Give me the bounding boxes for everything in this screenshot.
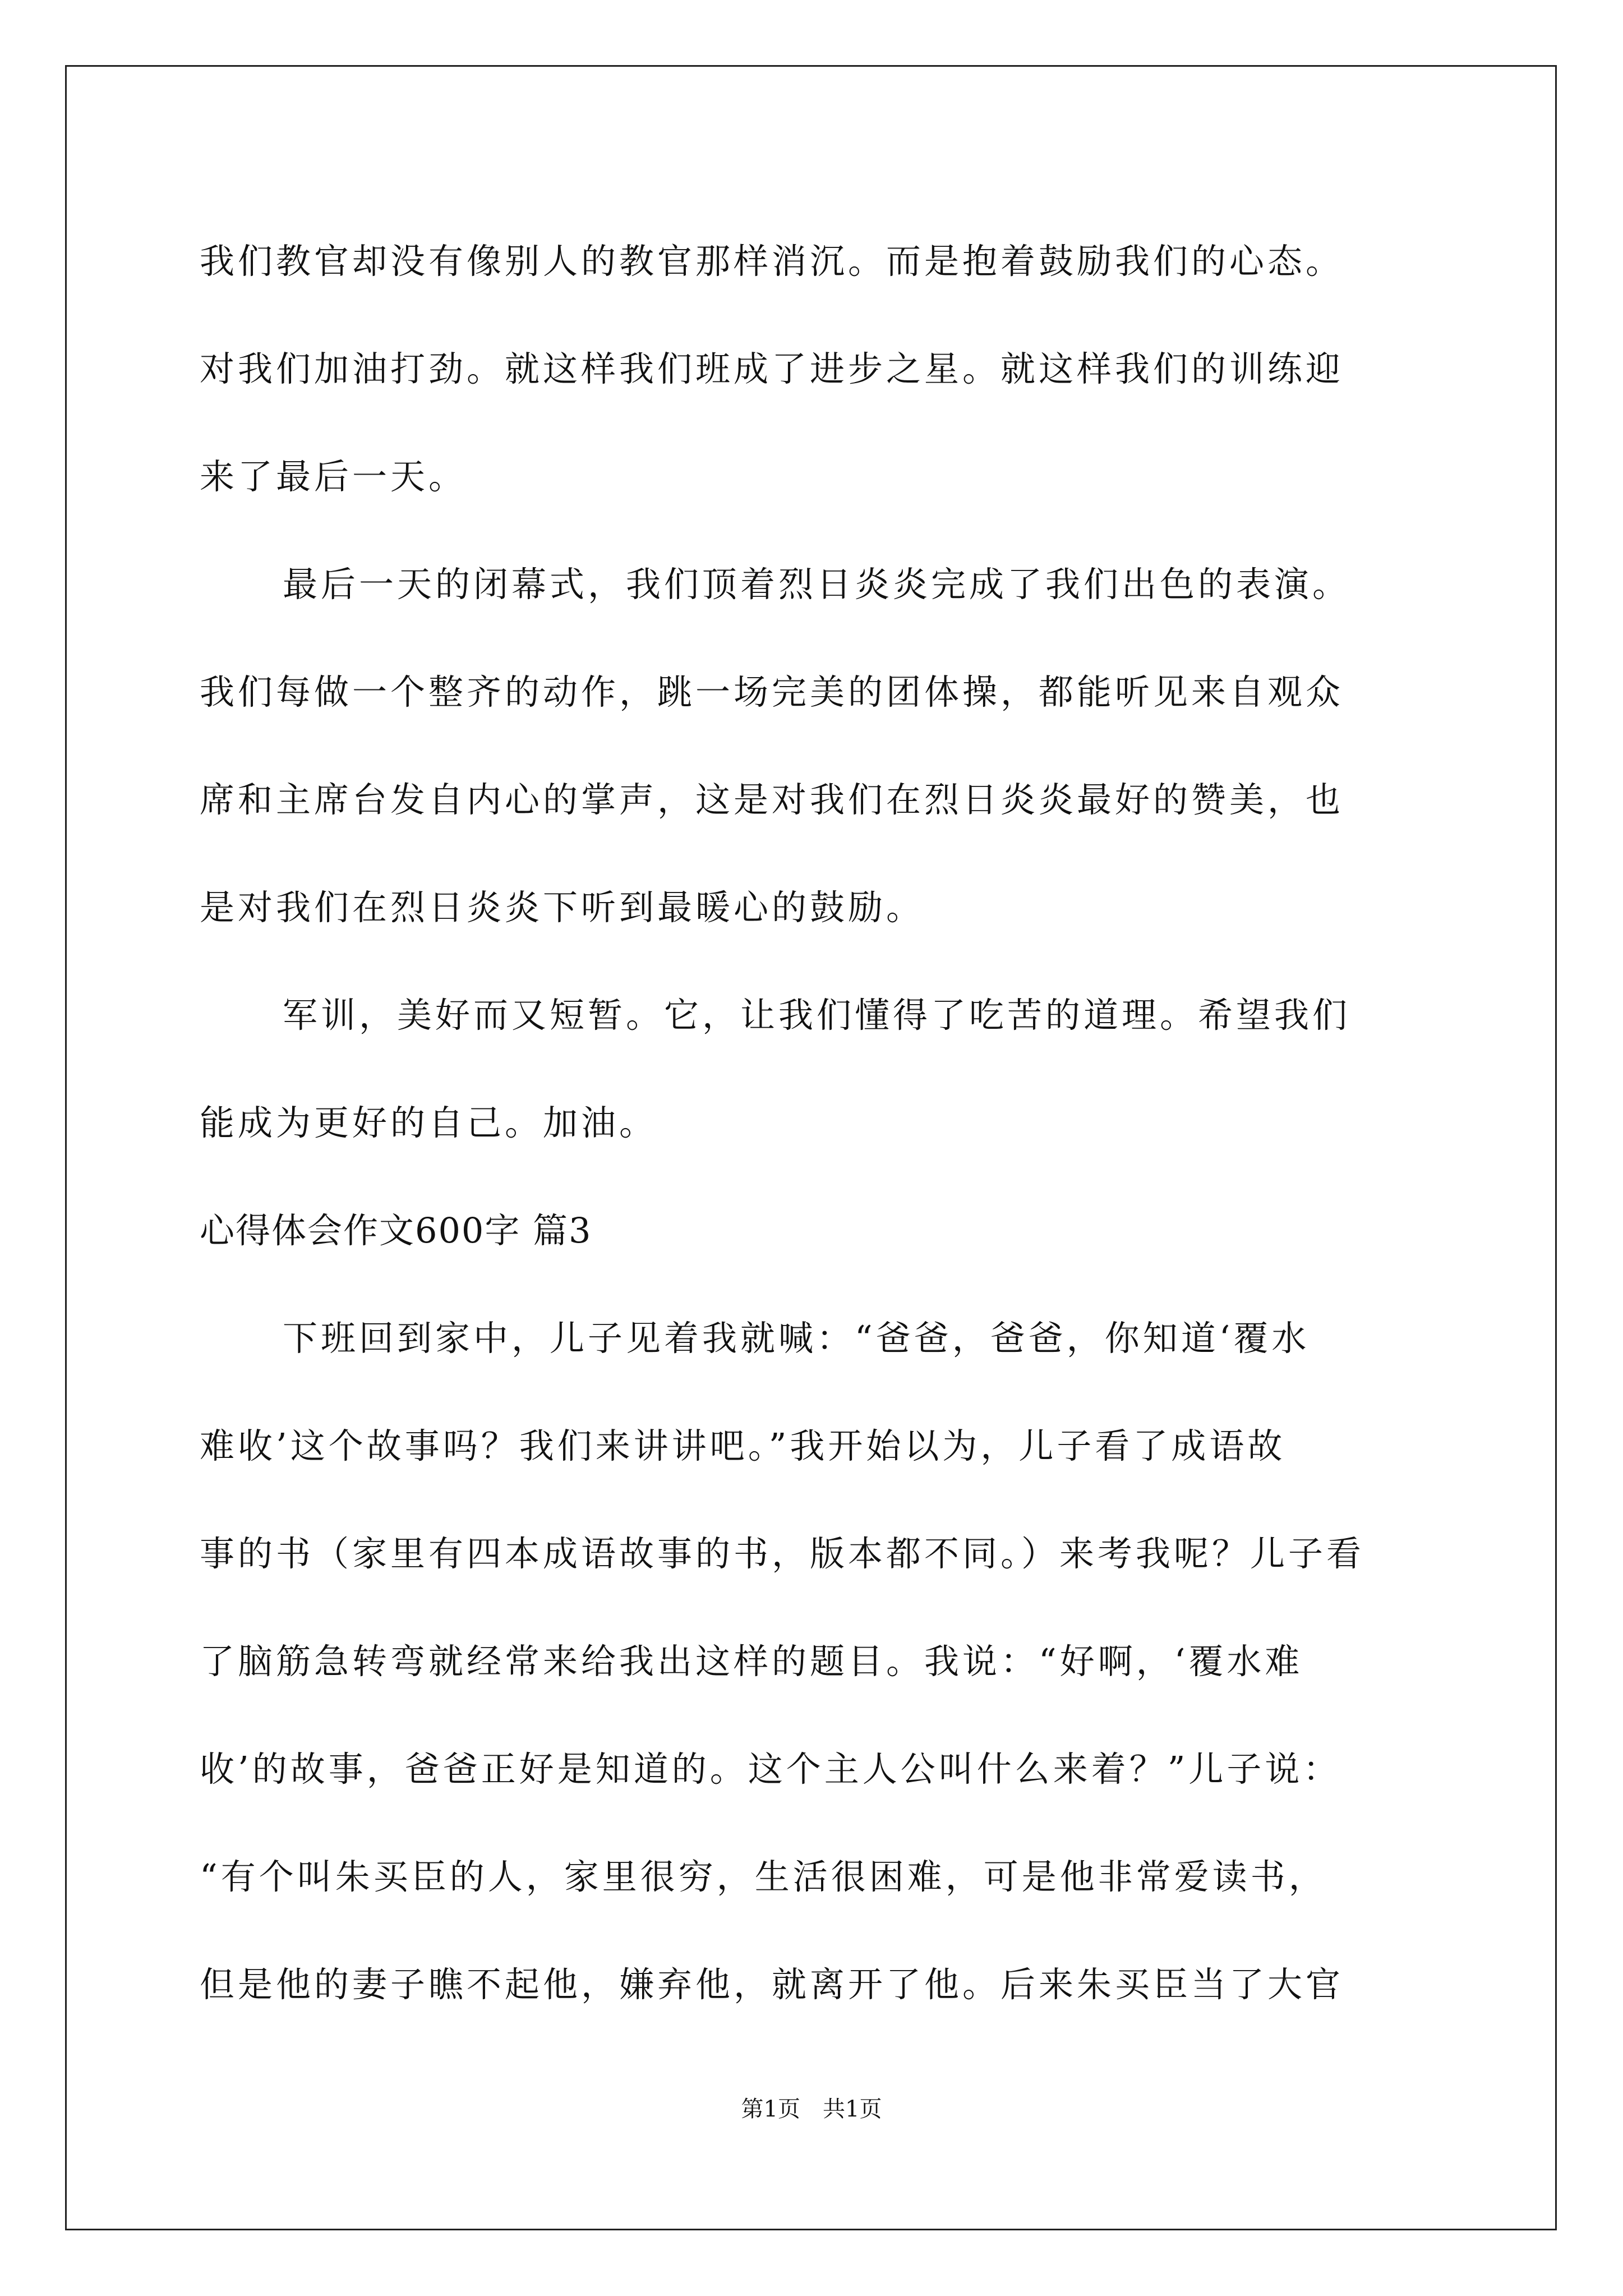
paragraph-line: 事的书（家里有四本成语故事的书，版本都不同。）来考我呢？儿子看: [200, 1533, 1365, 1574]
paragraph-line: 军训，美好而又短暂。它，让我们懂得了吃苦的道理。希望我们: [283, 995, 1351, 1036]
paragraph-line: “有个叫朱买臣的人，家里很穷，生活很困难，可是他非常爱读书，: [200, 1856, 1327, 1897]
section-heading: 心得体会作文600字 篇3: [200, 1210, 592, 1251]
document-body: [200, 208, 1433, 2039]
paragraph-line: 是对我们在烈日炎炎下听到最暖心的鼓励。: [200, 887, 925, 928]
paragraph-line: 来了最后一天。: [200, 456, 467, 497]
paragraph-line: 席和主席台发自内心的掌声，这是对我们在烈日炎炎最好的赞美，也: [200, 779, 1344, 820]
paragraph-line: 我们教官却没有像别人的教官那样消沉。而是抱着鼓励我们的心态。: [200, 241, 1344, 282]
paragraph-line: 能成为更好的自己。加油。: [200, 1102, 658, 1143]
paragraph-line: 下班回到家中，儿子见着我就喊：“爸爸，爸爸，你知道‘覆水: [283, 1318, 1310, 1359]
paragraph-line: 收’的故事，爸爸正好是知道的。这个主人公叫什么来着？”儿子说：: [200, 1749, 1341, 1789]
paragraph-line: 对我们加油打劲。就这样我们班成了进步之星。就这样我们的训练迎: [200, 348, 1344, 389]
paragraph-line: 难收’这个故事吗？我们来讲讲吧。”我开始以为，儿子看了成语故: [200, 1425, 1286, 1466]
paragraph-line: 最后一天的闭幕式，我们顶着烈日炎炎完成了我们出色的表演。: [283, 564, 1351, 605]
page-footer: 第1页 共1页: [741, 2096, 882, 2122]
paragraph-line: 但是他的妻子瞧不起他，嫌弃他，就离开了他。后来朱买臣当了大官: [200, 1964, 1344, 2005]
paragraph-line: 我们每做一个整齐的动作，跳一场完美的团体操，都能听见来自观众: [200, 671, 1344, 712]
paragraph-line: 了脑筋急转弯就经常来给我出这样的题目。我说：“好啊，‘覆水难: [200, 1641, 1303, 1682]
